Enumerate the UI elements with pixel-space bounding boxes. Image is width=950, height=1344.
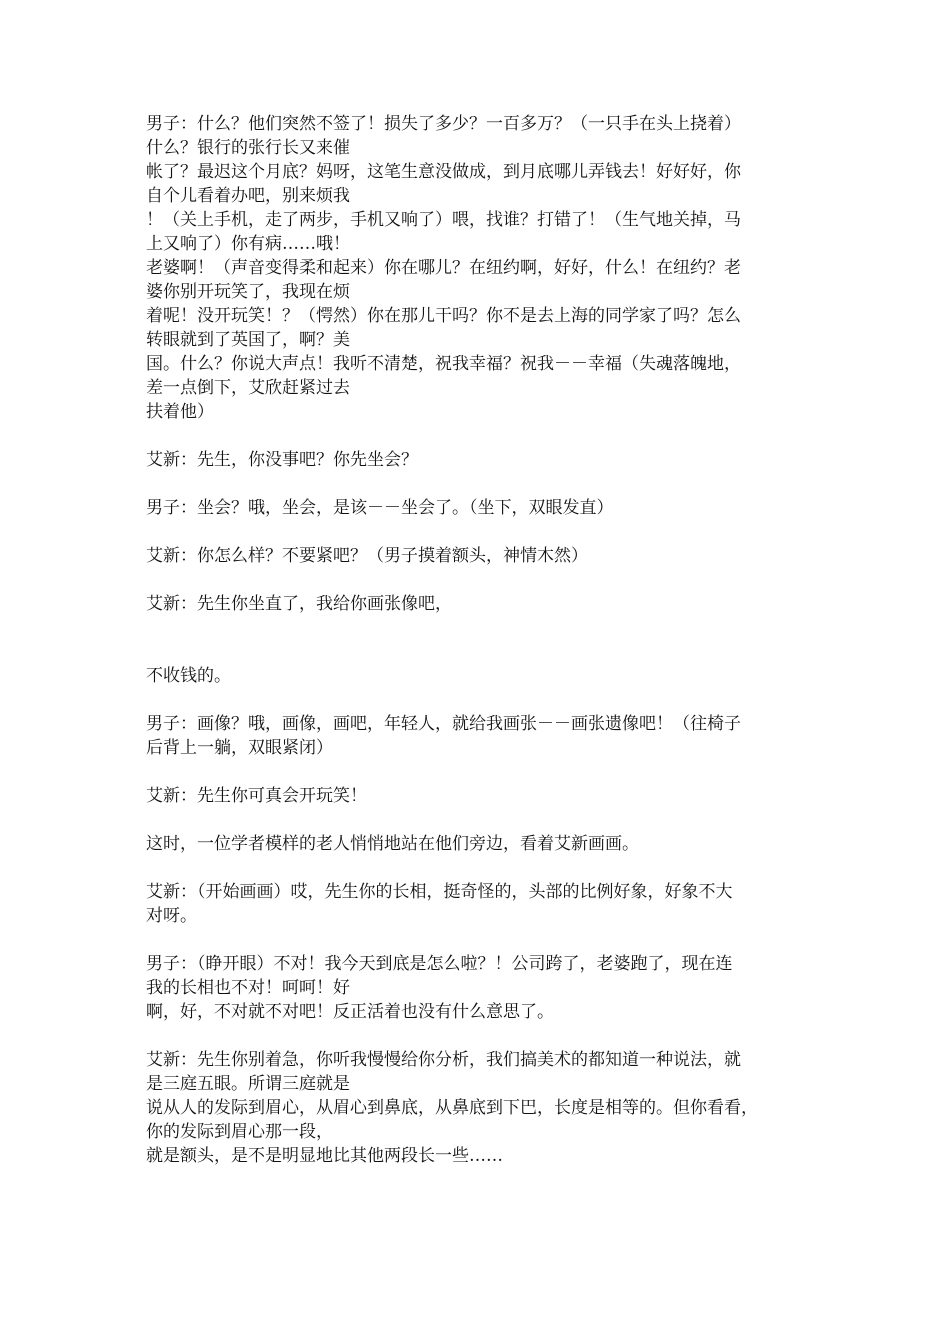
paragraph-continuation — [146, 664, 810, 688]
text-line: 艾新：先生，你没事吧？你先坐会？ — [146, 450, 418, 470]
paragraph-dialogue — [146, 1048, 810, 1168]
text-line: 对呀。 — [146, 906, 197, 926]
paragraph-dialogue — [146, 712, 810, 760]
paragraph-dialogue — [146, 544, 810, 568]
text-line: 什么？银行的张行长又来催 — [146, 138, 350, 158]
text-line: 艾新：你怎么样？不要紧吧？（男子摸着额头，神情木然） — [146, 546, 588, 566]
paragraph-dialogue — [146, 448, 810, 472]
text-line: 艾新：先生你可真会开玩笑！ — [146, 786, 367, 806]
text-line: 我的长相也不对！呵呵！好 — [146, 978, 350, 998]
paragraph-phone-call — [146, 112, 810, 424]
text-line: 男子：坐会？哦，坐会，是该－－坐会了。（坐下，双眼发直） — [146, 498, 614, 518]
text-line: 上又响了）你有病……哦！ — [146, 234, 350, 254]
text-line: 帐了？最迟这个月底？妈呀，这笔生意没做成，到月底哪儿弄钱去！好好好，你 — [146, 162, 741, 182]
text-line: 婆你别开玩笑了，我现在烦 — [146, 282, 350, 302]
paragraph-dialogue — [146, 952, 810, 1024]
text-line: 不收钱的。 — [146, 666, 231, 686]
text-line: 男子：什么？他们突然不签了！损失了多少？一百多万？（一只手在头上挠着） — [146, 114, 741, 134]
text-line: 啊，好，不对就不对吧！反正活着也没有什么意思了。 — [146, 1002, 554, 1022]
text-line: 是三庭五眼。所谓三庭就是 — [146, 1074, 350, 1094]
paragraph-dialogue — [146, 784, 810, 808]
document-body — [146, 112, 810, 1192]
text-line: 艾新：（开始画画）哎，先生你的长相，挺奇怪的，头部的比例好象，好象不大 — [146, 882, 733, 902]
text-line: 你的发际到眉心那一段， — [146, 1122, 333, 1142]
text-line: 这时，一位学者模样的老人悄悄地站在他们旁边，看着艾新画画。 — [146, 834, 639, 854]
text-line: 老婆啊！（声音变得柔和起来）你在哪儿？在纽约啊，好好，什么！在纽约？老 — [146, 258, 741, 278]
text-line: 说从人的发际到眉心，从眉心到鼻底，从鼻底到下巴，长度是相等的。但你看看， — [146, 1098, 758, 1118]
text-line: 着呢！没开玩笑！？（愕然）你在那儿干吗？你不是去上海的同学家了吗？怎么 — [146, 306, 741, 326]
paragraph-narration — [146, 832, 810, 856]
paragraph-dialogue — [146, 880, 810, 928]
text-line: 男子：（睁开眼）不对！我今天到底是怎么啦？！公司跨了，老婆跑了，现在连 — [146, 954, 733, 974]
text-line: 艾新：先生你别着急，你听我慢慢给你分析，我们搞美术的都知道一种说法，就 — [146, 1050, 741, 1070]
text-line: 国。什么？你说大声点！我听不清楚，祝我幸福？祝我－－幸福（失魂落魄地， — [146, 354, 741, 374]
text-line: 自个儿看着办吧，别来烦我 — [146, 186, 350, 206]
text-line: 男子：画像？哦，画像，画吧，年轻人，就给我画张－－画张遗像吧！（往椅子 — [146, 714, 741, 734]
text-line: 差一点倒下，艾欣赶紧过去 — [146, 378, 350, 398]
text-line: 就是额头，是不是明显地比其他两段长一些…… — [146, 1146, 503, 1166]
text-line: 扶着他） — [146, 402, 214, 422]
text-line: ！（关上手机，走了两步，手机又响了）喂，找谁？打错了！（生气地关掉，马 — [146, 210, 741, 230]
text-line: 艾新：先生你坐直了，我给你画张像吧， — [146, 594, 452, 614]
text-line: 转眼就到了英国了，啊？美 — [146, 330, 350, 350]
paragraph-dialogue — [146, 592, 810, 616]
paragraph-dialogue — [146, 496, 810, 520]
text-line: 后背上一躺，双眼紧闭） — [146, 738, 333, 758]
